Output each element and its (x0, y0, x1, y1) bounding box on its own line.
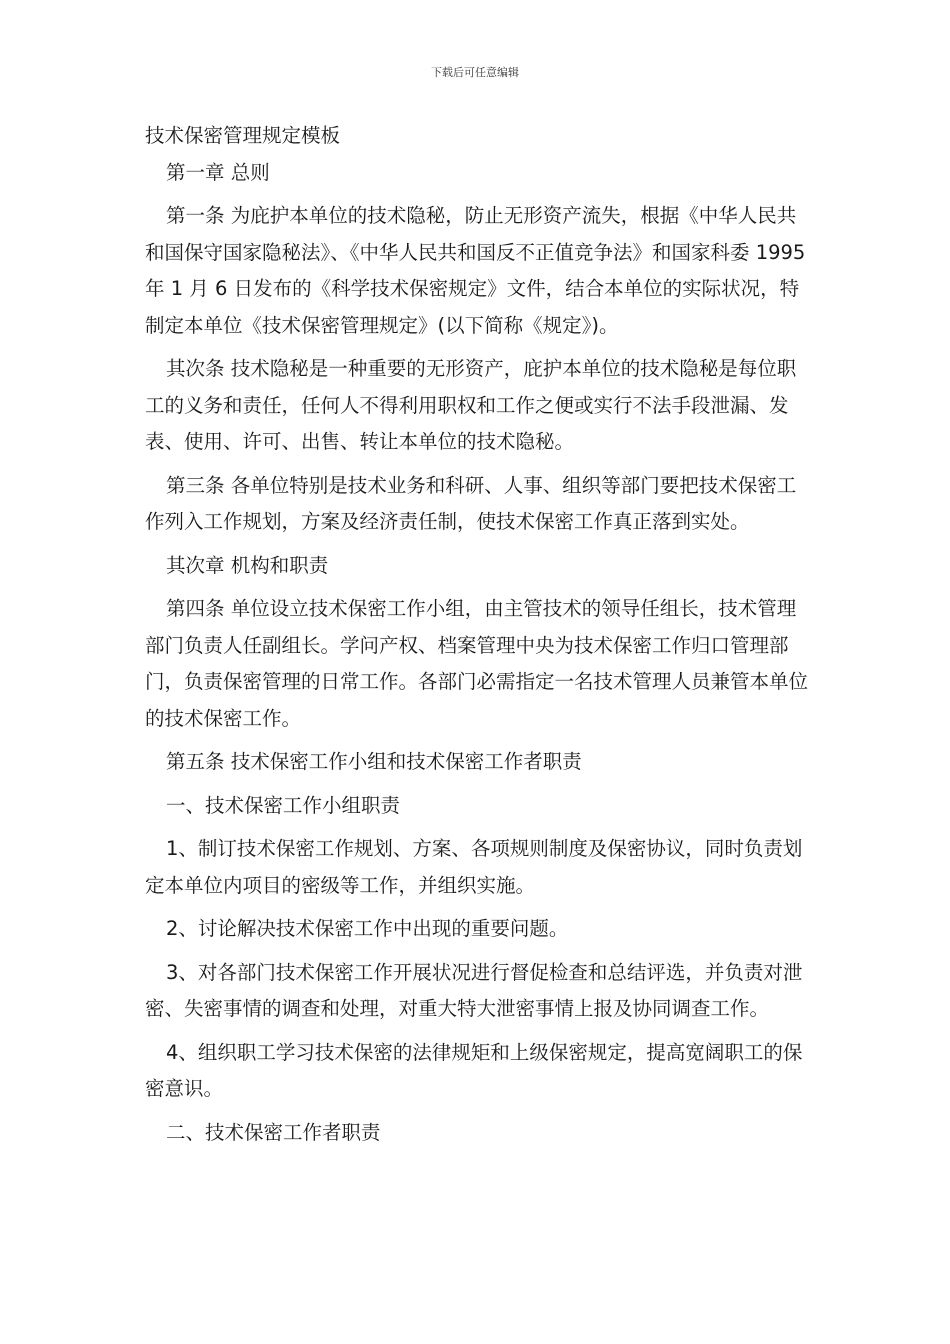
chapter-heading: 其次章 机构和职责 (166, 553, 329, 577)
article-paragraph: 第三条 各单位特别是技术业务和科研、人事、组织等部门要把技术保密工作列入工作规划，方案及经济责任制，使技术保密工作真正落到实处。 (145, 473, 797, 533)
chapter-heading: 第一章 总则 (166, 160, 270, 184)
list-item: 2、讨论解决技术保密工作中出现的重要问题。 (166, 917, 569, 940)
article-paragraph: 其次条 技术隐秘是一种重要的无形资产，庇护本单位的技术隐秘是每位职工的义务和责任，任何人不得利用职权和工作之便或实行不法手段泄漏、发表、使用、许可、出售、转让本单位的技术隐秘。 (145, 357, 797, 453)
page-header-note: 下载后可任意编辑 (431, 66, 519, 79)
list-item: 1、制订技术保密工作规划、方案、各项规则制度及保密协议，同时负责划定本单位内项目的密级等工作，并组织实施。 (145, 837, 803, 897)
section-heading: 二、技术保密工作者职责 (166, 1120, 381, 1144)
list-item: 4、组织职工学习技术保密的法律规矩和上级保密规定，提高宽阔职工的保密意识。 (145, 1040, 803, 1100)
article-paragraph: 第一条 为庇护本单位的技术隐秘，防止无形资产流失，根据《中华人民共和国保守国家隐秘法》、《中华人民共和国反不正值竞争法》和国家科委 1995 年 1 月 6 日发布的《科学技术保密规定》文件，结合本单位的实际状况，特制定本单位《技术保密管理规定》(以下简称《规定》)。 (145, 204, 806, 337)
document-title: 技术保密管理规定模板 (145, 124, 341, 147)
article-paragraph: 第四条 单位设立技术保密工作小组，由主管技术的领导任组长，技术管理部门负责人任副组长。学问产权、档案管理中央为技术保密工作归口管理部门，负责保密管理的日常工作。各部门必需指定一名技术管理人员兼管本单位的技术保密工作。 (145, 597, 809, 730)
article-paragraph: 第五条 技术保密工作小组和技术保密工作者职责 (166, 750, 582, 773)
section-heading: 一、技术保密工作小组职责 (166, 793, 401, 817)
document-body (145, 118, 815, 1151)
list-item: 3、对各部门技术保密工作开展状况进行督促检查和总结评选，并负责对泄密、失密事情的调查和处理，对重大特大泄密事情上报及协同调查工作。 (145, 960, 803, 1020)
